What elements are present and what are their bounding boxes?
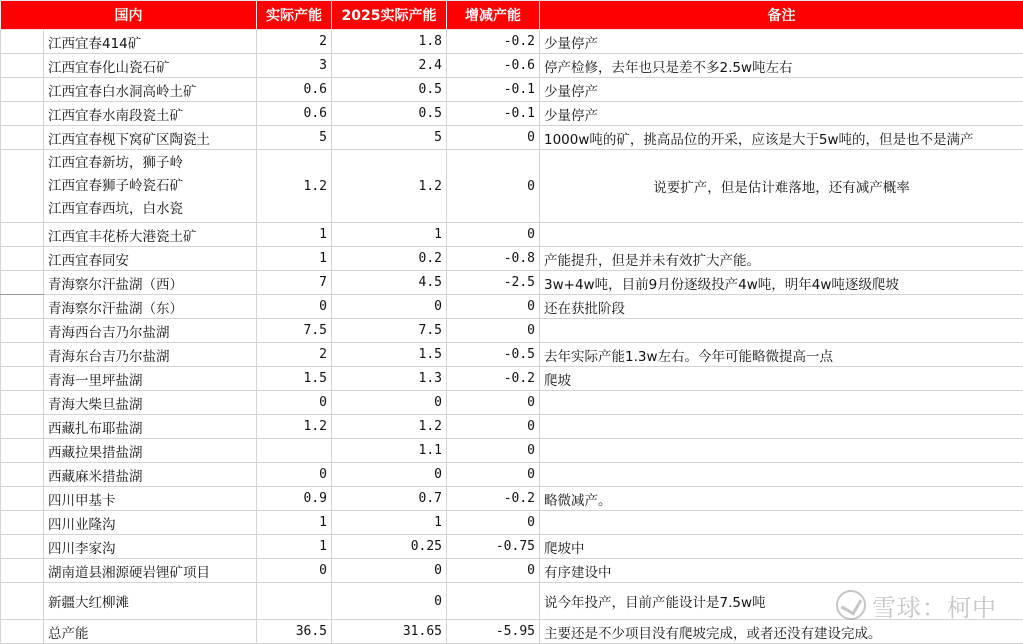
- cell-note[interactable]: 说今年投产，目前产能设计是7.5w吨: [540, 583, 1023, 620]
- cell-2025[interactable]: 1.1: [332, 439, 447, 463]
- cell-name[interactable]: 江西宜春枧下窝矿区陶瓷土: [44, 126, 257, 150]
- cell-2025[interactable]: 0.2: [332, 247, 447, 271]
- cell-note[interactable]: [540, 415, 1023, 439]
- table-row: [1, 487, 1023, 511]
- row-blank-cell[interactable]: [1, 559, 44, 583]
- xueqiu-logo-icon: [836, 590, 866, 620]
- cell-change[interactable]: 0: [447, 319, 540, 343]
- cell-note[interactable]: 少量停产: [540, 78, 1023, 102]
- cell-note[interactable]: 说要扩产，但是估计难落地，还有减产概率: [540, 150, 1023, 223]
- table-row: [1, 295, 1023, 319]
- cell-change[interactable]: 0: [447, 391, 540, 415]
- table-row: [1, 439, 1023, 463]
- row-blank-cell[interactable]: [1, 150, 44, 223]
- table-row: [1, 223, 1023, 247]
- merged-name-line: 江西宜春新坊，狮子岭: [48, 152, 252, 175]
- row-blank-cell[interactable]: [1, 367, 44, 391]
- cell-change[interactable]: -0.6: [447, 54, 540, 78]
- cell-note[interactable]: [540, 463, 1023, 487]
- cell-name[interactable]: 西藏拉果措盐湖: [44, 439, 257, 463]
- cell-actual[interactable]: 0: [257, 463, 332, 487]
- cell-change[interactable]: -0.2: [447, 30, 540, 54]
- cell-change[interactable]: -0.75: [447, 535, 540, 559]
- cell-actual[interactable]: 0.6: [257, 78, 332, 102]
- cell-name[interactable]: 四川业隆沟: [44, 511, 257, 535]
- cell-2025[interactable]: 1: [332, 511, 447, 535]
- cell-name-merged[interactable]: [44, 150, 257, 223]
- cell-note[interactable]: 去年实际产能1.3w左右。今年可能略微提高一点: [540, 343, 1023, 367]
- cell-name[interactable]: 四川李家沟: [44, 535, 257, 559]
- row-blank-cell[interactable]: [1, 583, 44, 620]
- row-blank-cell[interactable]: [1, 247, 44, 271]
- cell-change[interactable]: -0.5: [447, 343, 540, 367]
- row-blank-cell[interactable]: [1, 223, 44, 247]
- cell-2025[interactable]: 5: [332, 126, 447, 150]
- cell-name[interactable]: 江西宜春水南段瓷土矿: [44, 102, 257, 126]
- cell-note[interactable]: 1000w吨的矿，挑高品位的开采，应该是大于5w吨的，但是也不是满产: [540, 126, 1023, 150]
- row-blank-cell[interactable]: [1, 439, 44, 463]
- row-blank-cell[interactable]: [1, 295, 44, 319]
- row-blank-cell[interactable]: [1, 126, 44, 150]
- header-note[interactable]: 备注: [540, 1, 1023, 30]
- cell-note[interactable]: [540, 391, 1023, 415]
- cell-actual[interactable]: 36.5: [257, 620, 332, 644]
- row-blank-cell[interactable]: [1, 535, 44, 559]
- cell-2025[interactable]: 1.5: [332, 343, 447, 367]
- cell-2025[interactable]: 0: [332, 463, 447, 487]
- cell-actual[interactable]: 0: [257, 559, 332, 583]
- cell-change[interactable]: 0: [447, 463, 540, 487]
- cell-note[interactable]: 主要还是不少项目没有爬坡完成，或者还没有建设完成。: [540, 620, 1023, 644]
- row-blank-cell[interactable]: [1, 511, 44, 535]
- cell-name[interactable]: 西藏扎布耶盐湖: [44, 415, 257, 439]
- cell-change[interactable]: -0.8: [447, 247, 540, 271]
- row-blank-cell[interactable]: [1, 415, 44, 439]
- cell-2025[interactable]: 1.2: [332, 150, 447, 223]
- cell-name[interactable]: 江西宜丰花桥大港瓷土矿: [44, 223, 257, 247]
- cell-name[interactable]: 西藏麻米措盐湖: [44, 463, 257, 487]
- cell-2025[interactable]: 0: [332, 295, 447, 319]
- cell-2025[interactable]: 0: [332, 391, 447, 415]
- cell-note[interactable]: 爬坡: [540, 367, 1023, 391]
- cell-actual[interactable]: 2: [257, 30, 332, 54]
- cell-actual[interactable]: 0.6: [257, 102, 332, 126]
- cell-name[interactable]: 湖南道县湘源硬岩锂矿项目: [44, 559, 257, 583]
- cell-change[interactable]: -0.2: [447, 367, 540, 391]
- cell-actual[interactable]: 2: [257, 343, 332, 367]
- row-blank-cell[interactable]: [1, 319, 44, 343]
- table-row: [1, 102, 1023, 126]
- cell-name[interactable]: 青海东台吉乃尔盐湖: [44, 343, 257, 367]
- table-row: [1, 30, 1023, 54]
- table-row: [1, 391, 1023, 415]
- row-blank-cell[interactable]: [1, 391, 44, 415]
- table-row: [1, 319, 1023, 343]
- merged-name-line: 江西宜春狮子岭瓷石矿: [48, 175, 252, 198]
- cell-actual[interactable]: 1.2: [257, 415, 332, 439]
- cell-note[interactable]: 停产检修，去年也只是差不多2.5w吨左右: [540, 54, 1023, 78]
- cell-2025[interactable]: 2.4: [332, 54, 447, 78]
- cell-actual[interactable]: 0.9: [257, 487, 332, 511]
- table-row: [1, 78, 1023, 102]
- cell-change[interactable]: 0: [447, 511, 540, 535]
- merged-name-line: 江西宜春西坑，白水瓷: [48, 198, 252, 221]
- cell-change[interactable]: [447, 583, 540, 620]
- cell-actual[interactable]: 1: [257, 511, 332, 535]
- cell-name[interactable]: 总产能: [44, 620, 257, 644]
- cell-change[interactable]: 0: [447, 126, 540, 150]
- cell-actual[interactable]: 1: [257, 223, 332, 247]
- cell-note[interactable]: 3w+4w吨，目前9月份逐级投产4w吨，明年4w吨逐级爬坡: [540, 271, 1023, 295]
- header-actual-capacity[interactable]: 实际产能: [257, 1, 332, 30]
- cell-2025[interactable]: 1: [332, 223, 447, 247]
- table-row: [1, 559, 1023, 583]
- header-domestic[interactable]: 国内: [1, 1, 257, 30]
- row-blank-cell[interactable]: [1, 271, 44, 295]
- cell-2025[interactable]: 0.5: [332, 78, 447, 102]
- cell-2025[interactable]: 4.5: [332, 271, 447, 295]
- cell-actual[interactable]: 5: [257, 126, 332, 150]
- cell-name[interactable]: 江西宜春414矿: [44, 30, 257, 54]
- cell-change[interactable]: 0: [447, 415, 540, 439]
- cell-2025[interactable]: 0: [332, 559, 447, 583]
- row-blank-cell[interactable]: [1, 78, 44, 102]
- cell-name[interactable]: 青海察尔汗盐湖（东）: [44, 295, 257, 319]
- row-blank-cell[interactable]: [1, 343, 44, 367]
- cell-change[interactable]: 0: [447, 559, 540, 583]
- cell-name[interactable]: 四川甲基卡: [44, 487, 257, 511]
- cell-2025[interactable]: 1.2: [332, 415, 447, 439]
- cell-change[interactable]: -5.95: [447, 620, 540, 644]
- cell-change[interactable]: -2.5: [447, 271, 540, 295]
- cell-note[interactable]: 略微减产。: [540, 487, 1023, 511]
- cell-actual[interactable]: 1.2: [257, 150, 332, 223]
- cell-actual[interactable]: 0: [257, 295, 332, 319]
- table-row: [1, 511, 1023, 535]
- table-row: [1, 343, 1023, 367]
- table-row: [1, 463, 1023, 487]
- table-row: [1, 535, 1023, 559]
- cell-name[interactable]: 青海大柴旦盐湖: [44, 391, 257, 415]
- cell-actual[interactable]: [257, 583, 332, 620]
- header-2025-capacity[interactable]: 2025实际产能: [332, 1, 447, 30]
- cell-change[interactable]: 0: [447, 295, 540, 319]
- cell-name[interactable]: 新疆大红柳滩: [44, 583, 257, 620]
- cell-note[interactable]: 有序建设中: [540, 559, 1023, 583]
- cell-name[interactable]: 青海西台吉乃尔盐湖: [44, 319, 257, 343]
- row-blank-cell[interactable]: [1, 487, 44, 511]
- cell-change[interactable]: -0.1: [447, 102, 540, 126]
- cell-name[interactable]: 青海一里坪盐湖: [44, 367, 257, 391]
- cell-note[interactable]: 产能提升，但是并未有效扩大产能。: [540, 247, 1023, 271]
- table-row: [1, 54, 1023, 78]
- cell-note[interactable]: 还在获批阶段: [540, 295, 1023, 319]
- cell-name[interactable]: 江西宜春同安: [44, 247, 257, 271]
- cell-actual[interactable]: 7: [257, 271, 332, 295]
- cell-2025[interactable]: 1.3: [332, 367, 447, 391]
- cell-2025[interactable]: 0.5: [332, 102, 447, 126]
- cell-2025[interactable]: 1.8: [332, 30, 447, 54]
- total-row: [1, 620, 1023, 644]
- row-blank-cell[interactable]: [1, 54, 44, 78]
- header-change[interactable]: 增减产能: [447, 1, 540, 30]
- cell-2025[interactable]: 0: [332, 583, 447, 620]
- table-row: [1, 247, 1023, 271]
- cell-change[interactable]: -0.1: [447, 78, 540, 102]
- cell-2025[interactable]: 7.5: [332, 319, 447, 343]
- table-row: [1, 126, 1023, 150]
- row-blank-cell[interactable]: [1, 463, 44, 487]
- watermark: [836, 588, 997, 623]
- row-blank-cell[interactable]: [1, 30, 44, 54]
- cell-change[interactable]: 0: [447, 223, 540, 247]
- cell-note[interactable]: [540, 319, 1023, 343]
- cell-actual[interactable]: 1.5: [257, 367, 332, 391]
- cell-note[interactable]: [540, 511, 1023, 535]
- table-row-merged: [1, 150, 1023, 223]
- cell-actual[interactable]: 3: [257, 54, 332, 78]
- cell-actual[interactable]: 7.5: [257, 319, 332, 343]
- cell-2025[interactable]: 0.25: [332, 535, 447, 559]
- row-blank-cell[interactable]: [1, 102, 44, 126]
- table-row: [1, 271, 1023, 295]
- cell-note[interactable]: [540, 439, 1023, 463]
- cell-name[interactable]: 江西宜春化山瓷石矿: [44, 54, 257, 78]
- cell-actual[interactable]: [257, 439, 332, 463]
- cell-change[interactable]: 0: [447, 439, 540, 463]
- header-row: [1, 1, 1023, 30]
- cell-name[interactable]: 青海察尔汗盐湖（西）: [44, 271, 257, 295]
- cell-note[interactable]: 爬坡中: [540, 535, 1023, 559]
- table-row: [1, 415, 1023, 439]
- watermark-text: 雪球：柯中: [872, 594, 997, 622]
- cell-note[interactable]: [540, 223, 1023, 247]
- cell-actual[interactable]: 1: [257, 247, 332, 271]
- cell-actual[interactable]: 0: [257, 391, 332, 415]
- cell-change[interactable]: -0.2: [447, 487, 540, 511]
- cell-change[interactable]: 0: [447, 150, 540, 223]
- cell-note[interactable]: 少量停产: [540, 30, 1023, 54]
- row-blank-cell[interactable]: [1, 620, 44, 644]
- cell-name[interactable]: 江西宜春白水洞高岭土矿: [44, 78, 257, 102]
- cell-2025[interactable]: 31.65: [332, 620, 447, 644]
- table-row: [1, 367, 1023, 391]
- cell-2025[interactable]: 0.7: [332, 487, 447, 511]
- cell-actual[interactable]: 1: [257, 535, 332, 559]
- cell-note[interactable]: 少量停产: [540, 102, 1023, 126]
